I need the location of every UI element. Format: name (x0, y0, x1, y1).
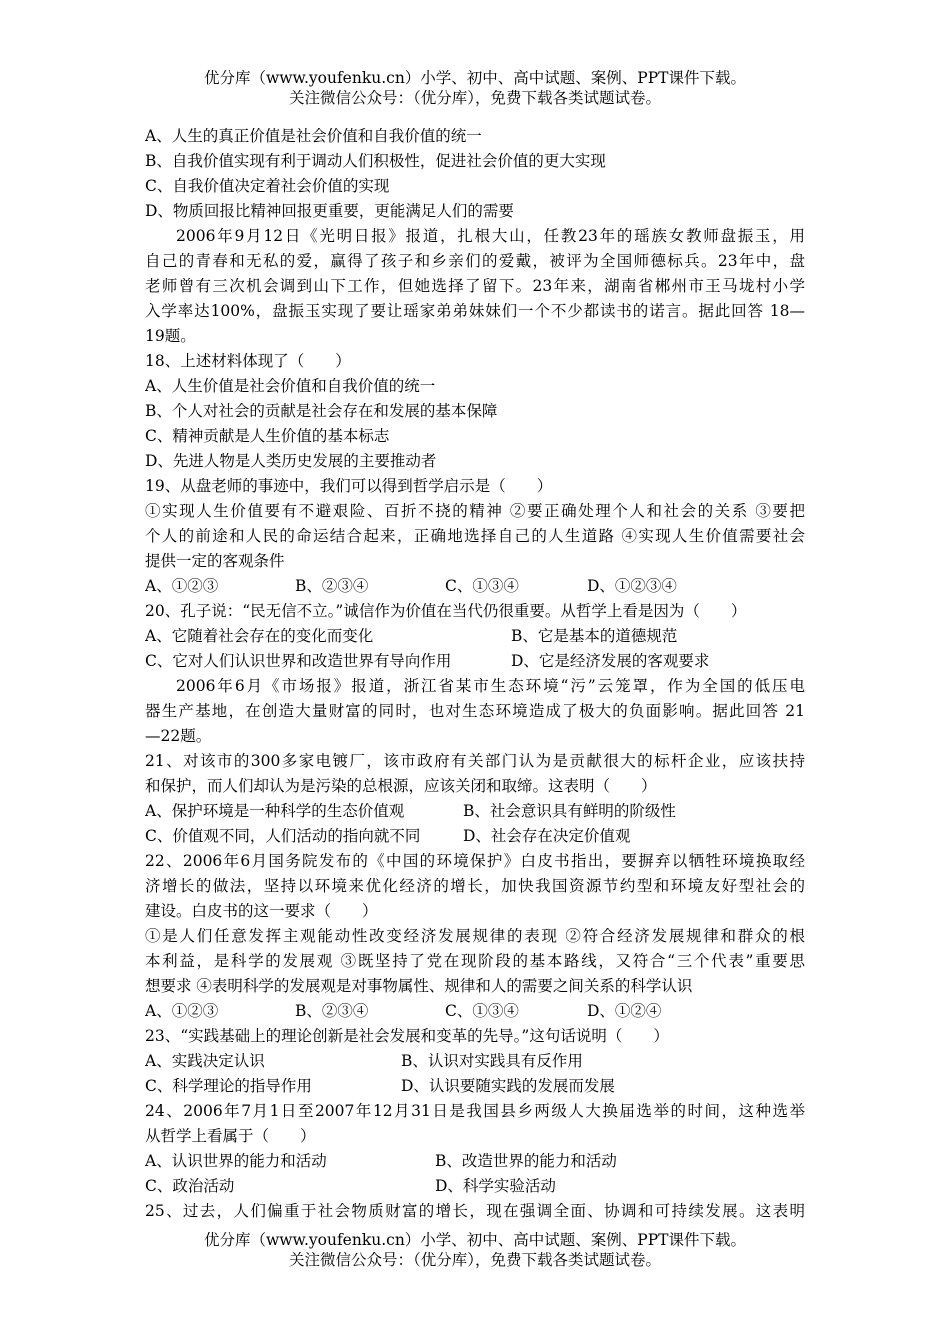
q24-stem-line: 24、2006年7月1日至2007年12月31日是我国县乡两级人大换届选举的时间，这种选举 (145, 1102, 805, 1120)
footer-line-2: 关注微信公众号：（优分库），免费下载各类试题试卷。 (288, 1251, 661, 1269)
q18-option-a: A、人生价值是社会价值和自我价值的统一 (145, 377, 436, 395)
q23-option-b: B、认识对实践具有反作用 (401, 1052, 583, 1070)
q19-option-c: C、①③④ (445, 577, 519, 595)
q22-stem-line: 济增长的做法，坚持以环境来优化经济的增长，加快我国资源节约型和环境友好型社会的 (145, 877, 805, 895)
q24-option-a: A、认识世界的能力和活动 (145, 1152, 327, 1170)
q19-statement-line: ①实现人生价值要有不避艰险、百折不挠的精神 ②要正确处理个人和社会的关系 ③要把 (145, 502, 805, 520)
passage1-line: 2006年9月12日《光明日报》报道，扎根大山，任教23年的瑶族女教师盘振玉，用 (176, 227, 805, 245)
q18-stem: 18、上述材料体现了（ ） (145, 352, 351, 370)
header-line-1: 优分库（www.youfenku.cn）小学、初中、高中试题、案例、PPT课件下载。 (203, 69, 747, 87)
q19-option-b: B、②③④ (295, 577, 369, 595)
page-footer (0, 1230, 950, 1270)
q23-options-row (145, 1074, 805, 1099)
header-line-2: 关注微信公众号：（优分库），免费下载各类试题试卷。 (288, 89, 661, 107)
q21-stem-line: 和保护，而人们却认为是污染的总根源，应该关闭和取缔。这表明（ ） (145, 777, 657, 795)
q17-option-d: D、物质回报比精神回报更重要，更能满足人们的需要 (145, 202, 514, 220)
q23-options-row (145, 1049, 805, 1074)
q21-options-row (145, 824, 805, 849)
q19-options-row (145, 574, 805, 599)
q17-option-c: C、自我价值决定着社会价值的实现 (145, 177, 390, 195)
q22-statement-line: 本利益，是科学的发展观 ③既坚持了党在现阶段的基本路线，又符合“三个代表”重要思 (145, 952, 805, 970)
passage2-line: —22题。 (145, 727, 212, 745)
q19-option-d: D、①②③④ (587, 577, 677, 595)
passage1-line: 入学率达100%，盘振玉实现了要让瑶家弟弟妹妹们一个不少都读书的诺言。据此回答 18— (145, 302, 805, 320)
q17-option-b: B、自我价值实现有利于调动人们积极性，促进社会价值的更大实现 (145, 152, 606, 170)
q21-option-a: A、保护环境是一种科学的生态价值观 (145, 802, 405, 820)
q20-option-a: A、它随着社会存在的变化而变化 (145, 627, 374, 645)
q18-option-c: C、精神贡献是人生价值的基本标志 (145, 427, 390, 445)
q21-option-d: D、社会存在决定价值观 (463, 827, 631, 845)
q21-stem-line: 21、对该市的300多家电镀厂，该市政府有关部门认为是贡献很大的标杆企业，应该扶持 (145, 752, 805, 770)
passage1-line: 自己的青春和无私的爱，赢得了孩子和乡亲们的爱戴，被评为全国师德标兵。23年中，盘 (145, 252, 805, 270)
q23-option-d: D、认识要随实践的发展而发展 (401, 1077, 615, 1095)
q24-option-c: C、政治活动 (145, 1177, 235, 1195)
q24-options-row (145, 1149, 805, 1174)
q20-stem: 20、孔子说：“民无信不立。”诚信作为价值在当代仍很重要。从哲学上看是因为（ ） (145, 602, 747, 620)
q20-options-row (145, 624, 805, 649)
q22-statement-line: 想要求 ④表明科学的发展观是对事物属性、规律和人的需要之间关系的科学认识 (145, 977, 693, 995)
q20-option-d: D、它是经济发展的客观要求 (511, 652, 710, 670)
q25-stem-line: 25、过去，人们偏重于社会物质财富的增长，现在强调全面、协调和可持续发展。这表明 (145, 1202, 805, 1220)
q22-options-row (145, 999, 805, 1024)
q22-stem-line: 22、2006年6月国务院发布的《中国的环境保护》白皮书指出，要摒弃以牺牲环境换取经 (145, 852, 805, 870)
q23-stem: 23、“实践基础上的理论创新是社会发展和变革的先导。”这句话说明（ ） (145, 1027, 669, 1045)
q21-option-b: B、社会意识具有鲜明的阶级性 (463, 802, 676, 820)
q24-option-b: B、改造世界的能力和活动 (435, 1152, 617, 1170)
q22-option-b: B、②③④ (295, 1002, 369, 1020)
q19-stem: 19、从盘老师的事迹中，我们可以得到哲学启示是（ ） (145, 477, 553, 495)
passage1-line: 19题。 (145, 327, 196, 345)
q22-statement-line: ①是人们任意发挥主观能动性改变经济发展规律的表现 ②符合经济发展规律和群众的根 (145, 927, 805, 945)
q20-option-b: B、它是基本的道德规范 (511, 627, 678, 645)
q18-option-d: D、先进人物是人类历史发展的主要推动者 (145, 452, 437, 470)
page-header (0, 68, 950, 108)
q20-option-c: C、它对人们认识世界和改造世界有导向作用 (145, 652, 452, 670)
passage2-line: 器生产基地，在创造大量财富的同时，也对生态环境造成了极大的负面影响。据此回答 21 (145, 702, 805, 720)
q22-stem-line: 建设。白皮书的这一要求（ ） (145, 902, 378, 920)
q19-statement-line: 提供一定的客观条件 (145, 552, 285, 570)
q19-option-a: A、①②③ (145, 577, 219, 595)
q17-option-a: A、人生的真正价值是社会价值和自我价值的统一 (145, 127, 482, 145)
q24-option-d: D、科学实验活动 (435, 1177, 556, 1195)
q22-option-d: D、①②④ (587, 1002, 662, 1020)
q23-option-c: C、科学理论的指导作用 (145, 1077, 312, 1095)
q21-options-row (145, 799, 805, 824)
q20-options-row (145, 649, 805, 674)
q23-option-a: A、实践决定认识 (145, 1052, 265, 1070)
q24-options-row (145, 1174, 805, 1199)
q19-statement-line: 个人的前途和人民的命运结合起来，正确地选择自己的人生道路 ④实现人生价值需要社会 (145, 527, 805, 545)
q21-option-c: C、价值观不同，人们活动的指向就不同 (145, 827, 421, 845)
passage1-line: 老师曾有三次机会调到山下工作，但她选择了留下。23年来，湖南省郴州市王马垅村小学 (145, 277, 805, 295)
q22-option-c: C、①③④ (445, 1002, 519, 1020)
q22-option-a: A、①②③ (145, 1002, 219, 1020)
footer-line-1: 优分库（www.youfenku.cn）小学、初中、高中试题、案例、PPT课件下载。 (203, 1231, 747, 1249)
passage2-line: 2006年6月《市场报》报道，浙江省某市生态环境“污”云笼罩，作为全国的低压电 (176, 677, 805, 695)
document-body (145, 124, 805, 1224)
q24-stem-line: 从哲学上看属于（ ） (145, 1127, 316, 1145)
q18-option-b: B、个人对社会的贡献是社会存在和发展的基本保障 (145, 402, 498, 420)
